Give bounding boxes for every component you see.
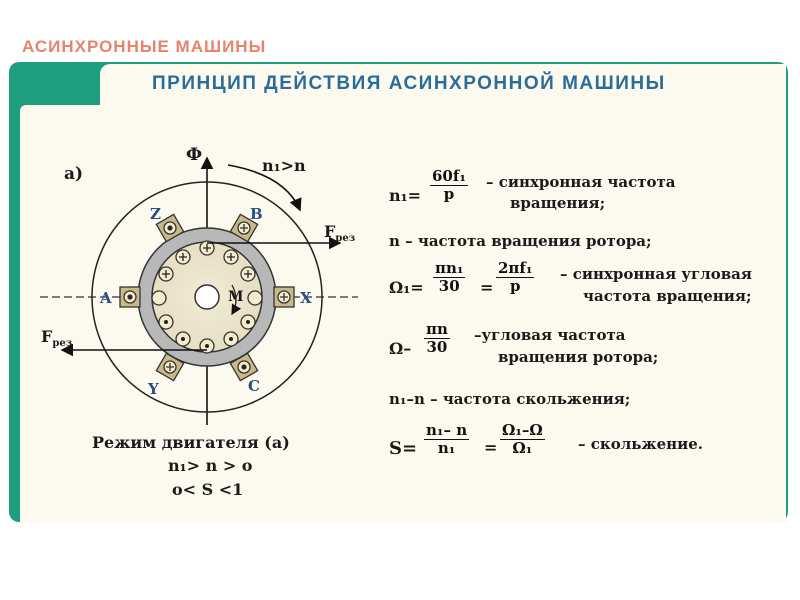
winding-label-b: B (250, 205, 263, 223)
mode-title: Режим двигателя (а) (92, 433, 290, 452)
formula-6-fraction-2: $\frac{\text{Ω₁–Ω}}{\text{Ω₁}}$ (502, 421, 543, 457)
diagram-label-a: а) (64, 164, 84, 184)
formula-2: n – частота вращения ротора; (389, 232, 652, 250)
formula-3-desc-1: – синхронная угловая (560, 265, 752, 283)
formula-5: n₁–n – частота скольжения; (389, 390, 631, 408)
formula-3-fraction-2: $\frac{\text{2πf₁}}{p}$ (498, 259, 533, 295)
formula-6-fraction-1: $\frac{\text{n₁– n}}{\text{n₁}}$ (426, 421, 468, 457)
formula-4-desc-2: вращения ротора; (498, 348, 659, 366)
mode-line-1: n₁> n > o (168, 456, 253, 475)
winding-label-x: X (300, 289, 312, 307)
mode-line-2: o< S <1 (172, 480, 244, 499)
formula-1-desc-2: вращения; (510, 194, 606, 212)
shaft (195, 285, 219, 309)
formula-4-fraction: $\frac{\pi n}{30}$ (426, 320, 448, 356)
force-label-left: $F_{рез}$ (41, 327, 73, 350)
formula-3-fraction-1: $\frac{\text{πn₁}}{30}$ (435, 259, 464, 295)
phi-label: Ф (186, 145, 203, 165)
formula-1-lhs: n₁= (389, 186, 422, 205)
formula-6-lhs: S= (389, 438, 418, 459)
rotor-label-m: M (228, 289, 244, 305)
winding-label-a: A (100, 289, 112, 307)
section-title: АСИНХРОННЫЕ МАШИНЫ (22, 37, 267, 56)
formula-4-desc-1: –угловая частота (474, 326, 626, 344)
formula-4-lhs: Ω– (389, 339, 412, 358)
winding-label-c: C (248, 377, 260, 395)
winding-label-z: Z (150, 205, 161, 223)
formula-3-lhs: Ω₁= (389, 278, 424, 297)
formula-3-eq: = (480, 278, 494, 297)
rotation-label: n₁>n (262, 156, 306, 175)
formula-1-desc-1: – синхронная частота (486, 173, 676, 191)
formula-3-desc-2: частота вращения; (583, 287, 752, 305)
formula-1-fraction: $\frac{\text{60f₁}}{p}$ (432, 167, 466, 203)
slide-header: ПРИНЦИП ДЕЙСТВИЯ АСИНХРОННОЙ МАШИНЫ (152, 73, 666, 94)
formula-6-desc: – скольжение. (578, 435, 704, 453)
formula-6-eq: = (484, 438, 498, 457)
force-label-right: $F_{рез}$ (324, 222, 356, 245)
winding-label-y: Y (148, 380, 159, 398)
